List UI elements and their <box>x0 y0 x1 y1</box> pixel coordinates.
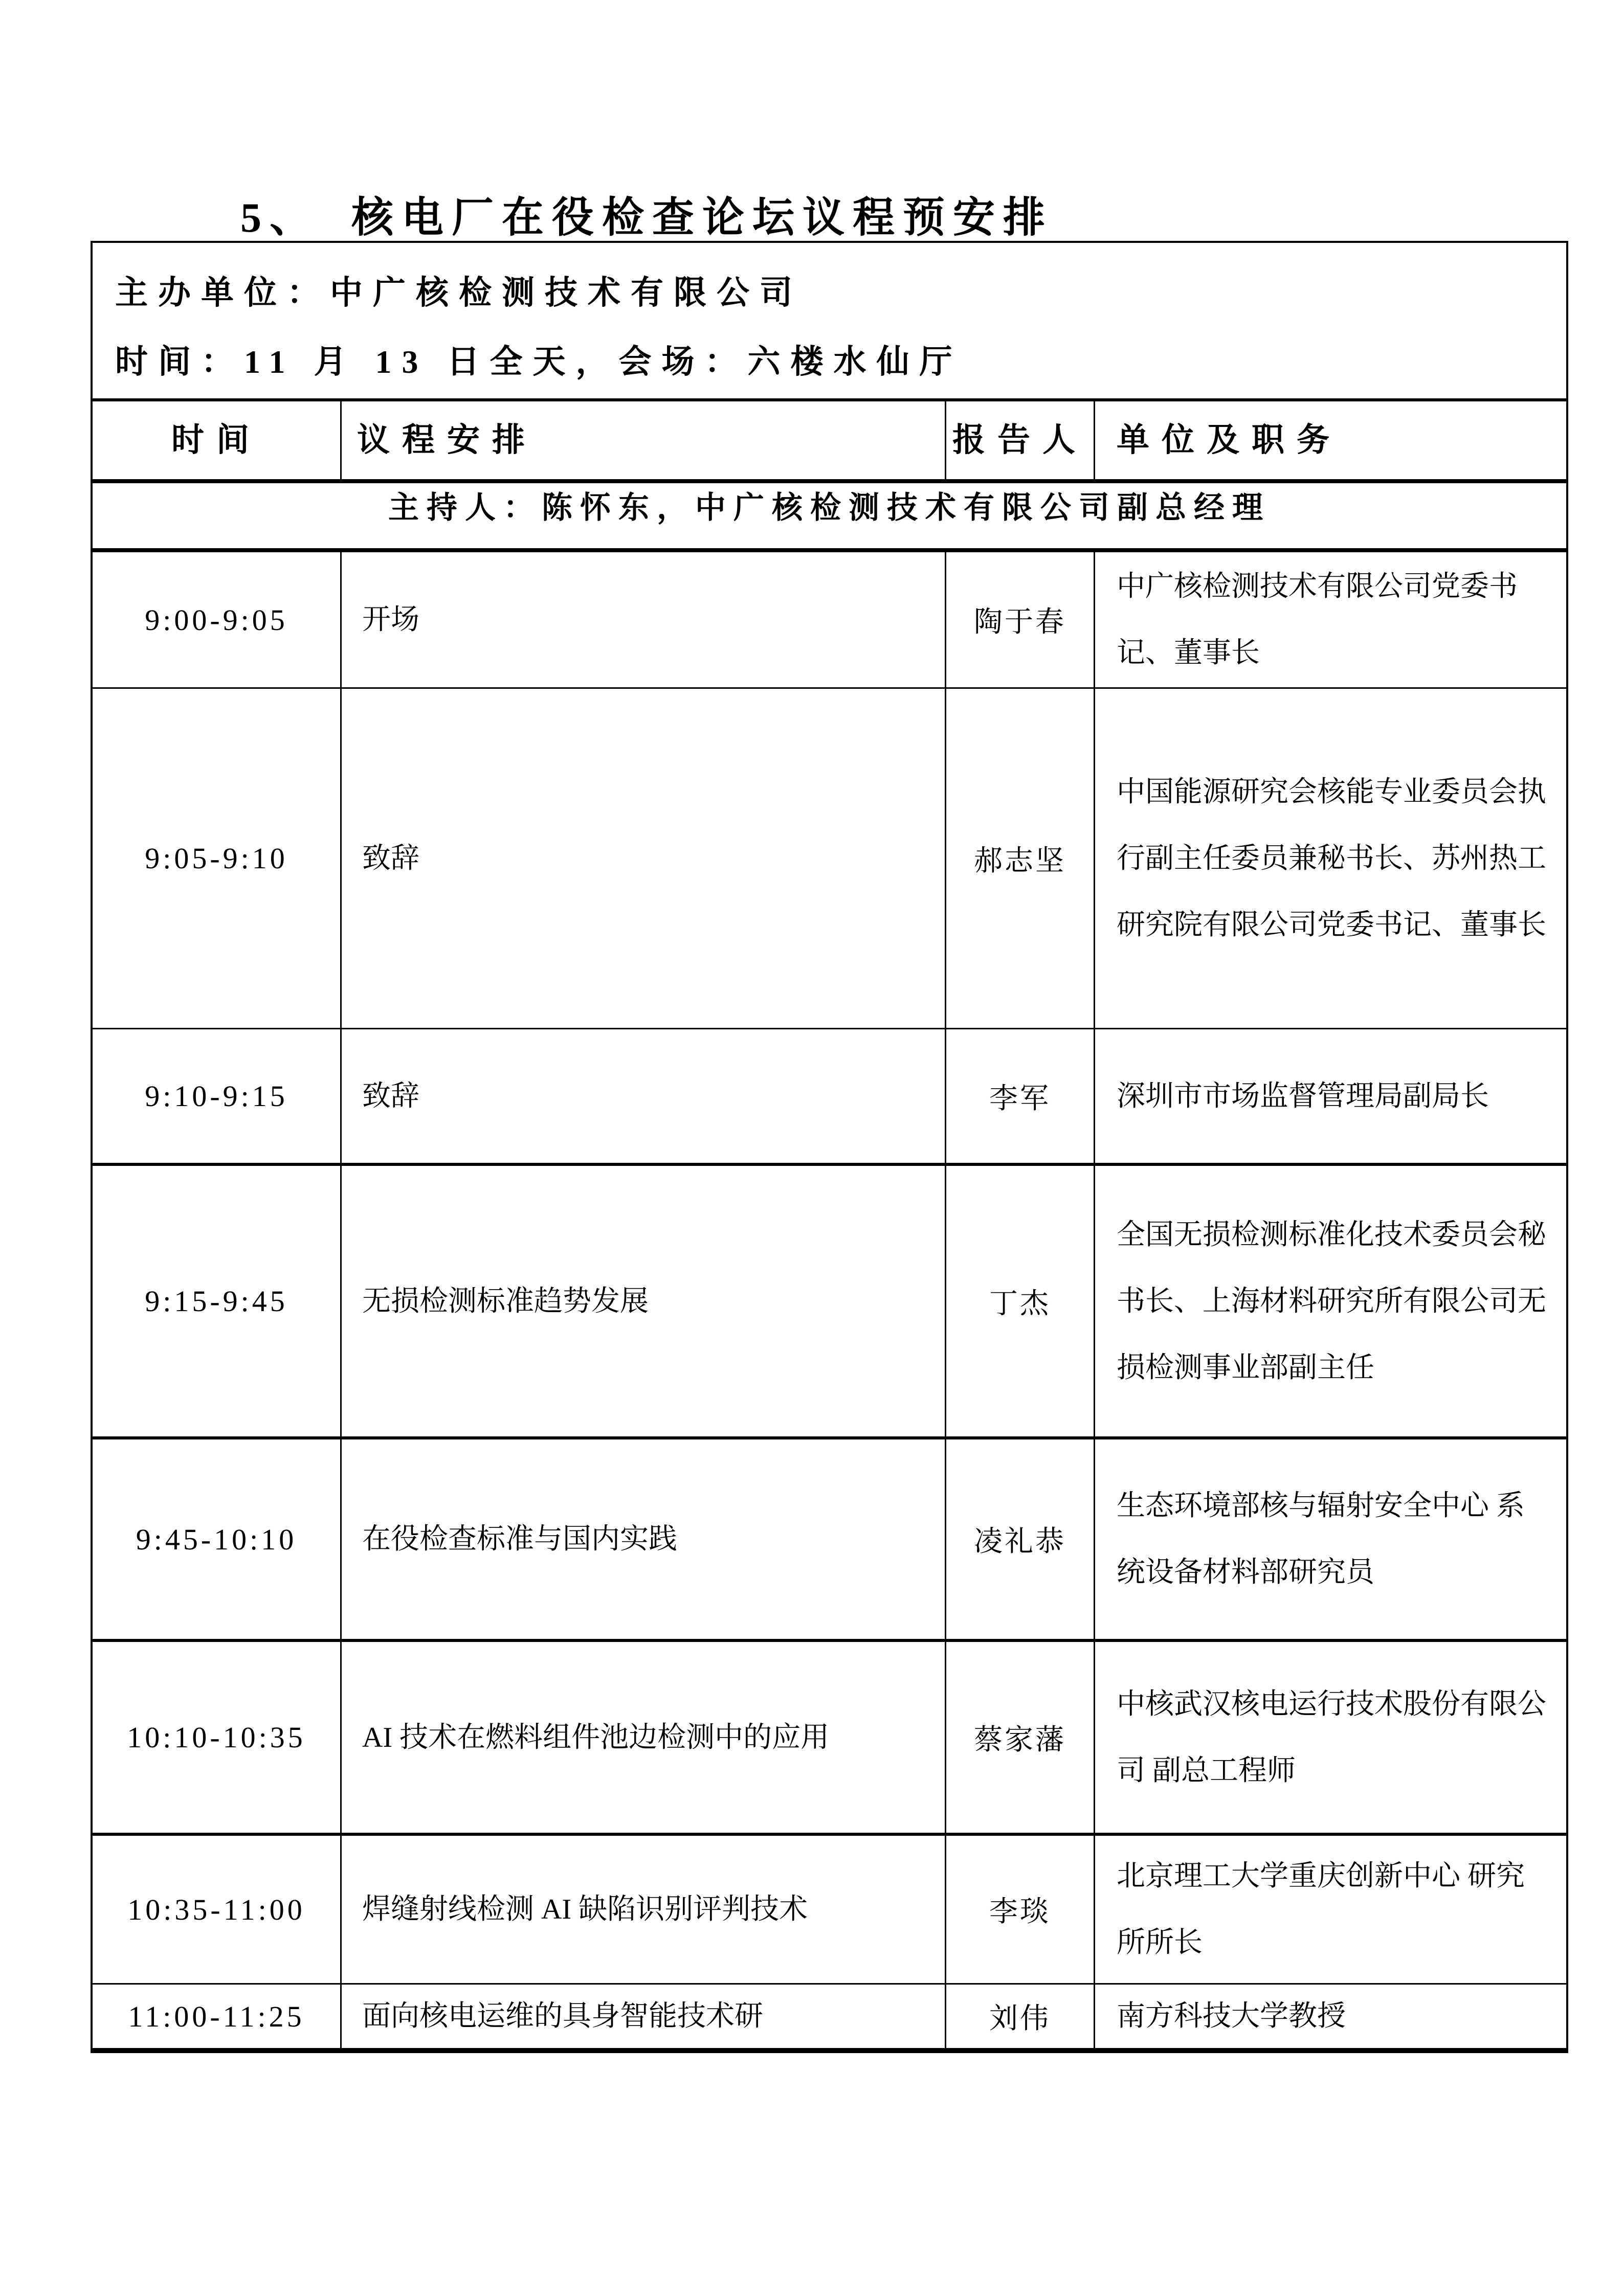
table-row <box>93 689 1566 1029</box>
table-header-row <box>93 401 1566 483</box>
row-agenda: 在役检查标准与国内实践 <box>342 1439 946 1639</box>
row-agenda: 开场 <box>342 552 946 687</box>
organizer-line: 主办单位：中广核检测技术有限公司 <box>115 275 803 311</box>
row-speaker: 丁杰 <box>946 1166 1095 1436</box>
row-time: 9:15-9:45 <box>93 1166 342 1436</box>
table-row <box>93 1166 1566 1439</box>
row-org: 深圳市市场监督管理局副局长 <box>1117 1080 1489 1112</box>
table-row <box>93 1642 1566 1836</box>
row-time: 9:00-9:05 <box>93 552 342 687</box>
table-row <box>93 1029 1566 1166</box>
row-agenda: 无损检测标准趋势发展 <box>342 1166 946 1436</box>
row-agenda: 面向核电运维的具身智能技术研 <box>342 1985 946 2048</box>
row-org: 中国能源研究会核能专业委员会执行副主任委员兼秘书长、苏州热工研究院有限公司党委书记、董事长 <box>1117 776 1546 941</box>
row-agenda: AI 技术在燃料组件池边检测中的应用 <box>342 1642 946 1833</box>
row-time: 9:05-9:10 <box>93 689 342 1028</box>
row-agenda: 致辞 <box>342 1029 946 1163</box>
row-time: 9:10-9:15 <box>93 1029 342 1163</box>
moderator-text: 主持人：陈怀东，中广核检测技术有限公司副总经理 <box>388 491 1271 525</box>
table-row <box>93 1439 1566 1642</box>
table-info-box <box>93 243 1566 401</box>
agenda-table <box>91 241 1568 2053</box>
row-speaker: 凌礼恭 <box>946 1439 1095 1639</box>
table-row <box>93 1985 1566 2048</box>
header-agenda: 议程安排 <box>342 401 946 479</box>
row-speaker: 刘伟 <box>946 1985 1095 2048</box>
page-title <box>240 184 1053 244</box>
row-org: 生态环境部核与辐射安全中心 系统设备材料部研究员 <box>1117 1490 1525 1588</box>
row-speaker: 李军 <box>946 1029 1095 1163</box>
row-org: 北京理工大学重庆创新中心 研究所所长 <box>1117 1860 1525 1959</box>
header-speaker: 报告人 <box>946 401 1095 479</box>
row-speaker: 陶于春 <box>946 552 1095 687</box>
row-org: 全国无损检测标准化技术委员会秘书长、上海材料研究所有限公司无损检测事业部副主任 <box>1117 1219 1546 1384</box>
header-time: 时间 <box>93 401 342 479</box>
row-time: 11:00-11:25 <box>93 1985 342 2048</box>
row-time: 10:35-11:00 <box>93 1836 342 1983</box>
row-time: 9:45-10:10 <box>93 1439 342 1639</box>
table-row <box>93 1836 1566 1985</box>
page-title-text: 核电厂在役检查论坛议程预安排 <box>351 194 1054 241</box>
row-time: 10:10-10:35 <box>93 1642 342 1833</box>
table-row <box>93 552 1566 689</box>
header-org: 单位及职务 <box>1117 421 1342 458</box>
row-speaker: 蔡家藩 <box>946 1642 1095 1833</box>
row-org: 中核武汉核电运行技术股份有限公司 副总工程师 <box>1117 1688 1546 1787</box>
row-speaker: 郝志坚 <box>946 689 1095 1028</box>
row-org: 南方科技大学教授 <box>1117 2000 1346 2032</box>
moderator-row <box>93 483 1566 552</box>
row-speaker: 李琰 <box>946 1836 1095 1983</box>
row-agenda: 焊缝射线检测 AI 缺陷识别评判技术 <box>342 1836 946 1983</box>
page-title-number: 5、 <box>240 194 320 241</box>
row-agenda: 致辞 <box>342 689 946 1028</box>
time-venue-line: 时间：11 月 13 日全天，会场：六楼水仙厅 <box>115 344 963 380</box>
row-org: 中广核检测技术有限公司党委书记、董事长 <box>1117 571 1518 669</box>
